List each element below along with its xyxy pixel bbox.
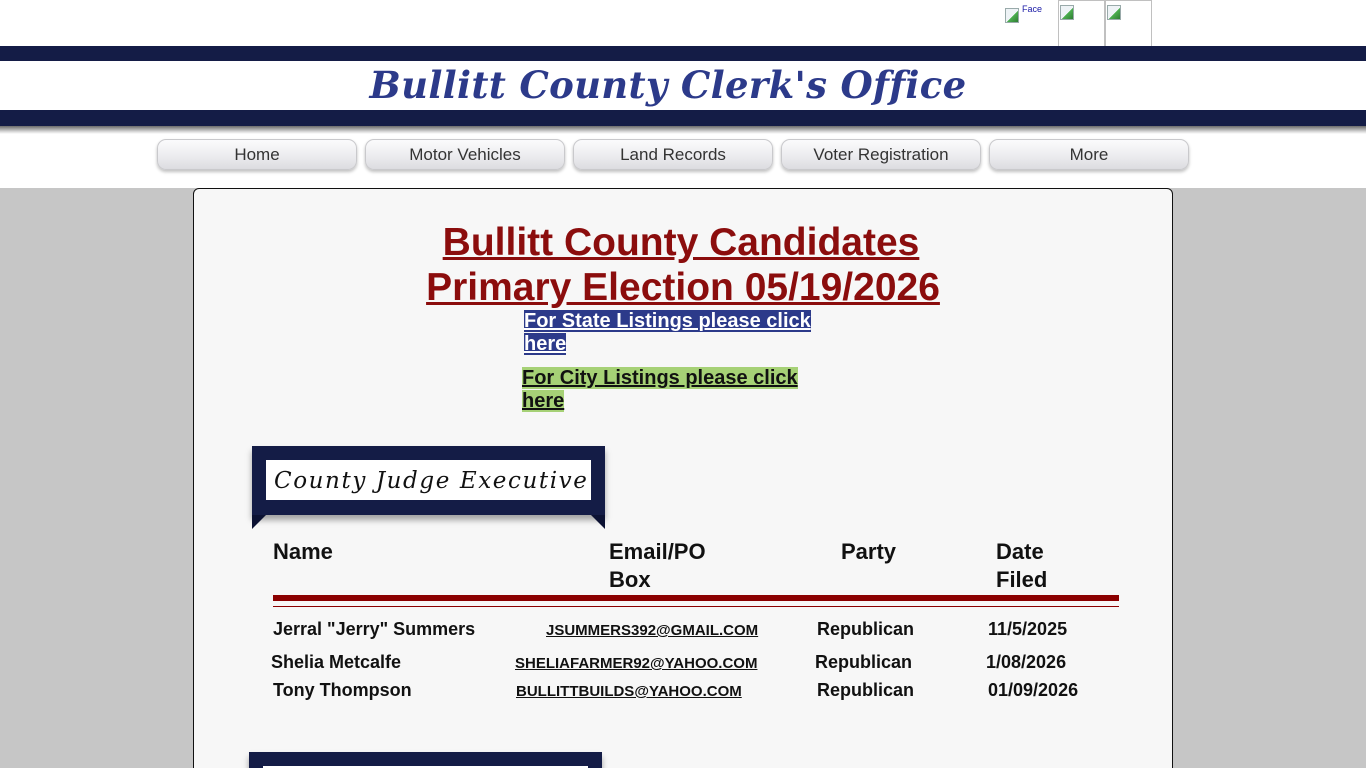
column-header-email: Email/PO Box — [609, 539, 706, 592]
state-listings-container — [524, 310, 844, 356]
site-title: Bullitt County Clerk's Office — [369, 63, 967, 107]
next-section-ribbon — [249, 752, 602, 768]
section-ribbon — [252, 446, 605, 515]
header-banner — [0, 46, 1366, 126]
candidate-email-link[interactable]: JSUMMERS392@GMAIL.COM — [546, 622, 759, 639]
ribbon-fold-left — [252, 515, 266, 529]
page-title — [0, 220, 1366, 310]
banner-stripe-top — [0, 46, 1366, 61]
broken-image-icon — [1106, 4, 1122, 20]
candidate-name: Shelia Metcalfe — [271, 652, 402, 672]
column-header-date: Date Filed — [996, 539, 1048, 592]
facebook-alt-text: Face — [1022, 4, 1043, 14]
social-link-2[interactable] — [1058, 0, 1105, 47]
candidate-name: Tony Thompson — [273, 680, 412, 700]
banner-stripe-bottom — [0, 110, 1366, 126]
column-header-name: Name — [273, 539, 333, 564]
candidate-email-link[interactable]: SHELIAFARMER92@YAHOO.COM — [515, 655, 758, 672]
social-bar — [0, 0, 1366, 46]
candidate-party: Republican — [815, 652, 913, 672]
main-nav — [157, 139, 1189, 171]
broken-image-icon — [1059, 4, 1075, 20]
candidate-email-link[interactable]: BULLITTBUILDS@YAHOO.COM — [516, 683, 742, 700]
nav-more[interactable]: More — [989, 139, 1189, 170]
column-header-party: Party — [841, 539, 897, 564]
candidate-party: Republican — [817, 680, 915, 700]
page-title-line2: Primary Election 05/19/2026 — [426, 266, 940, 309]
header-divider-thin — [273, 606, 1119, 607]
header-divider-thick — [273, 595, 1119, 601]
candidate-party: Republican — [817, 619, 915, 639]
social-link-3[interactable] — [1105, 0, 1152, 47]
city-listings-link[interactable]: For City Listings please click here — [522, 367, 798, 412]
section-heading: County Judge Executive — [266, 460, 591, 500]
page-title-line1: Bullitt County Candidates — [442, 221, 920, 264]
city-listings-container — [522, 367, 842, 413]
ribbon-fold-right — [591, 515, 605, 529]
nav-motor-vehicles[interactable]: Motor Vehicles — [365, 139, 565, 170]
nav-voter-registration[interactable]: Voter Registration — [781, 139, 981, 170]
candidate-name: Jerral "Jerry" Summers — [273, 619, 476, 639]
facebook-link[interactable] — [1004, 4, 1054, 24]
nav-home[interactable]: Home — [157, 139, 357, 170]
state-listings-link[interactable]: For State Listings please click here — [524, 310, 811, 355]
candidate-date-filed: 11/5/2025 — [988, 619, 1068, 639]
banner-shadow — [0, 126, 1366, 134]
candidate-date-filed: 01/09/2026 — [988, 680, 1079, 700]
broken-image-icon — [1004, 7, 1020, 23]
candidate-date-filed: 1/08/2026 — [986, 652, 1067, 672]
nav-land-records[interactable]: Land Records — [573, 139, 773, 170]
